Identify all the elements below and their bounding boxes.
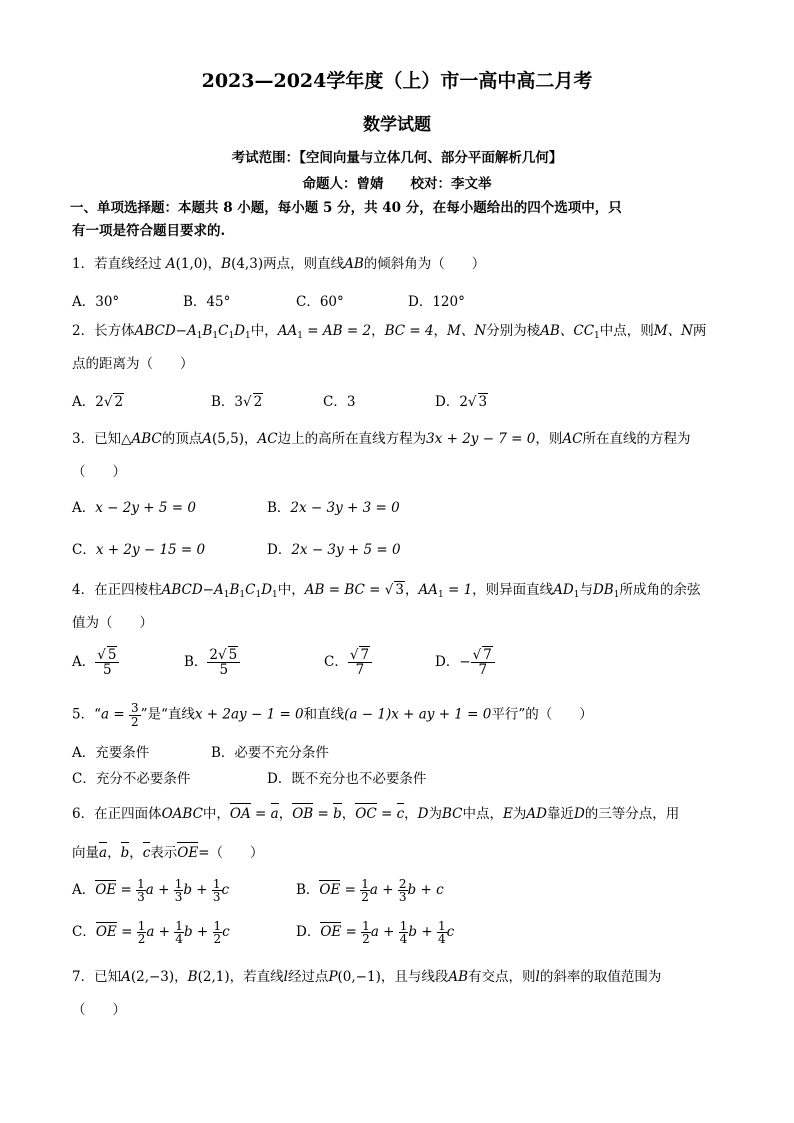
- q6-option-c: C．OE = $\frac{1}{2}$ a + $\frac{1}{4}$ b + $\frac{1}{2}$ c: [72, 919, 230, 946]
- section-heading-line2: 有一项是符合题目要求的.: [72, 223, 226, 239]
- q5-option-c: C．充分不必要条件: [72, 771, 191, 787]
- q6-option-b: B．OE = $\frac{1}{2}$ a + $\frac{2}{3}$ b + c: [296, 877, 444, 904]
- q1-option-b: B．45°: [183, 294, 231, 310]
- question-4-line2: 值为（ ）: [72, 615, 153, 631]
- q3-option-d: D．2x − 3y + 5 = 0: [267, 542, 401, 558]
- question-5: 5．“a = $\frac{3}{2}$ ”是“直线x + 2ay − 1 = 0和直线(a − 1)x + ay + 1 = 0平行”的（ ）: [72, 701, 593, 729]
- question-2-line2: 点的距离为（ ）: [72, 356, 194, 372]
- q1-option-a: A．30°: [72, 294, 120, 310]
- question-3-line1: 3．已知△ABC的顶点A(5,5)，AC边上的高所在直线方程为3x + 2y − 7 = 0，则AC所在直线的方程为: [72, 431, 691, 447]
- exam-authors: 命题人：曾婧 校对：李文举: [302, 176, 492, 192]
- q5-option-d: D．既不充分也不必要条件: [267, 771, 427, 787]
- subject-title: 数学试题: [363, 115, 431, 135]
- q2-option-d: D．2√ 3: [435, 394, 488, 410]
- exam-scope: 考试范围：【空间向量与立体几何、部分平面解析几何】: [231, 150, 563, 166]
- q6-option-d: D．OE = $\frac{1}{2}$ a + $\frac{1}{4}$ b + $\frac{1}{4}$ c: [296, 919, 455, 946]
- q5-option-a: A．充要条件: [72, 745, 150, 761]
- question-6-line2: 向量a，b，c表示OE=（ ）: [72, 845, 264, 861]
- question-2-line1: 2．长方体$ABCD-A_1B_1C_1D_1$中，$AA_1$ = AB = 2，BC = 4，M、N分别为棱AB、$CC_1$中点，则M、N两: [72, 323, 707, 341]
- question-4-line1: 4．在正四棱柱$ABCD-A_1B_1C_1D_1$中，AB = BC = √ 3，$AA_1 = 1$，则异面直线$AD_1$与$DB_1$所成角的余弦: [72, 582, 701, 600]
- question-3-line2: （ ）: [72, 464, 126, 480]
- question-6-line1: 6．在正四面体OABC中，OA = a，OB = b，OC = c，D为BC中点，E为AD靠近D的三等分点，用: [72, 806, 680, 822]
- q2-option-a: A．2√ 2: [72, 394, 124, 410]
- question-7-line1: 7．已知A(2,−3)，B(2,1)，若直线l经过点P(0,−1)，且与线段AB有交点，则l的斜率的取值范围为: [72, 969, 662, 985]
- q2-option-b: B．3√ 2: [211, 394, 263, 410]
- q3-option-c: C．x + 2y − 15 = 0: [72, 542, 206, 558]
- exam-title: 2023—2024学年度（上）市一高中高二月考: [201, 70, 593, 92]
- q2-option-c: C．3: [323, 394, 356, 410]
- q5-option-b: B．必要不充分条件: [211, 745, 329, 761]
- q1-option-c: C．60°: [296, 294, 344, 310]
- q3-option-b: B．2x − 3y + 3 = 0: [267, 500, 400, 516]
- q4-option-c: C． $\frac{√ 7}{7}$: [324, 648, 372, 677]
- q4-option-b: B． $\frac{2√ 5}{5}$: [184, 648, 240, 677]
- q4-option-a: A． $\frac{√ 5}{5}$: [72, 648, 119, 677]
- q1-option-d: D．120°: [408, 294, 465, 310]
- q4-option-d: D．− $\frac{√ 7}{7}$: [435, 648, 495, 677]
- question-7-line2: （ ）: [72, 1002, 126, 1018]
- q3-option-a: A．x − 2y + 5 = 0: [72, 500, 196, 516]
- question-1: 1．若直线经过 A(1,0)，B(4,3)两点，则直线AB的倾斜角为（ ）: [72, 256, 486, 272]
- section-heading-line1: 一、单项选择题：本题共 8 小题，每小题 5 分，共 40 分，在每小题给出的四个选项中，只: [70, 200, 622, 216]
- q6-option-a: A．OE = $\frac{1}{3}$ a + $\frac{1}{3}$ b + $\frac{1}{3}$ c: [72, 877, 230, 904]
